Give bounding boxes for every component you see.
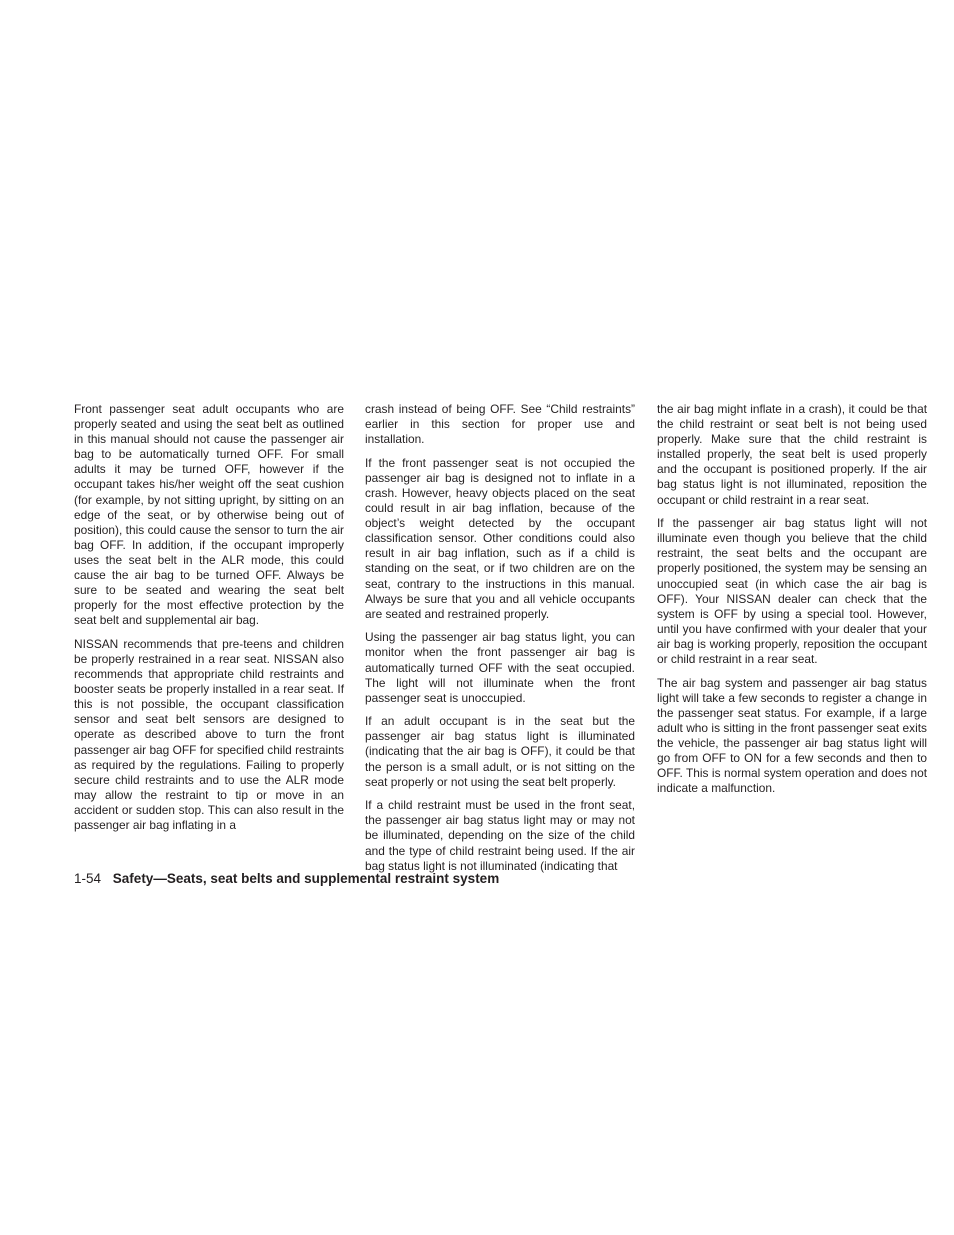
paragraph: NISSAN recommends that pre-teens and children be properly restrained in a rear seat. NISSAN also recommends that appropriate child restraints and booster seats be properly installed in a rear seat. If this is not possible, the occupant classification sensor and seat belt sensors are designed to operate as described above to turn the front passenger air bag OFF for specified child restraints as required by the regulations. Failing to properly secure child restraints and to use the ALR mode may allow the restraint to tip or move in an accident or sudden stop. This can also result in the passenger air bag inflating in a — [74, 636, 344, 833]
paragraph: If the front passenger seat is not occupied the passenger air bag is designed not to inflate in a crash. However, heavy objects placed on the seat could result in air bag inflation, because of the object’s weight detected by the occupant classification sensor. Other conditions could also result in air bag inflation, such as if a child is standing on the seat, or if two children are on the seat, contrary to the instructions in this manual. Always be sure that you and all vehicle occupants are seated and restrained properly. — [365, 455, 635, 621]
paragraph: If a child restraint must be used in the front seat, the passenger air bag status light may or may not be illuminated, depending on the size of the child and the type of child restraint being used. If the air bag status light is not illuminated (indicating that — [365, 798, 635, 873]
paragraph: If the passenger air bag status light will not illuminate even though you believe that the child restraint, the seat belts and the occupant are properly positioned, the system may be sensing an unoccupied seat (in which case the air bag is OFF). Your NISSAN dealer can check that the system is OFF by using a special tool. However, until you have confirmed with your dealer that your air bag is working properly, reposition the occupant or child restraint in a rear seat. — [657, 516, 927, 666]
paragraph: Front passenger seat adult occupants who are properly seated and using the seat belt as outlined in this manual should not cause the passenger air bag to be automatically turned OFF. For small adults it may be turned OFF, however if the occupant takes his/her weight off the seat cushion (for example, by not sitting upright, by sitting on an edge of the seat, or by otherwise being out of position), this could cause the sensor to turn the air bag OFF. In addition, if the occupant improperly uses the seat belt in the ALR mode, this could cause the air bag to be turned OFF. Always be sure to be seated and wearing the seat belt properly for the most effective protection by the seat belt and supplemental air bag. — [74, 402, 344, 628]
paragraph: Using the passenger air bag status light, you can monitor when the front passenger air bag is automatically turned OFF with the seat occupied. The light will not illuminate when the front passenger seat is unoccupied. — [365, 630, 635, 705]
text-column-3 — [657, 402, 927, 805]
paragraph: The air bag system and passenger air bag status light will take a few seconds to register a change in the passenger seat status. For example, if a large adult who is sitting in the front passenger seat exits the vehicle, the passenger air bag status light will go from OFF to ON for a few seconds and then to OFF. This is normal system operation and does not indicate a malfunction. — [657, 675, 927, 796]
paragraph: If an adult occupant is in the seat but the passenger air bag status light is illuminated (indicating that the air bag is OFF), it could be that the person is a small adult, or is not sitting on the seat properly or not using the seat belt properly. — [365, 714, 635, 789]
page-number: 1-54 — [74, 871, 102, 886]
page-footer — [74, 871, 499, 886]
text-column-1 — [74, 402, 344, 842]
text-column-2 — [365, 402, 635, 882]
paragraph: the air bag might inflate in a crash), it could be that the child restraint or seat belt is not being used properly. Make sure that the child restraint is installed properly, the seat belt is used properly and the occupant is positioned properly. If the air bag status light is not illuminated, reposition the occupant or child restraint in a rear seat. — [657, 402, 927, 507]
paragraph: crash instead of being OFF. See “Child restraints” earlier in this section for proper use and installation. — [365, 402, 635, 447]
section-title: Safety—Seats, seat belts and supplemental restraint system — [112, 871, 500, 886]
